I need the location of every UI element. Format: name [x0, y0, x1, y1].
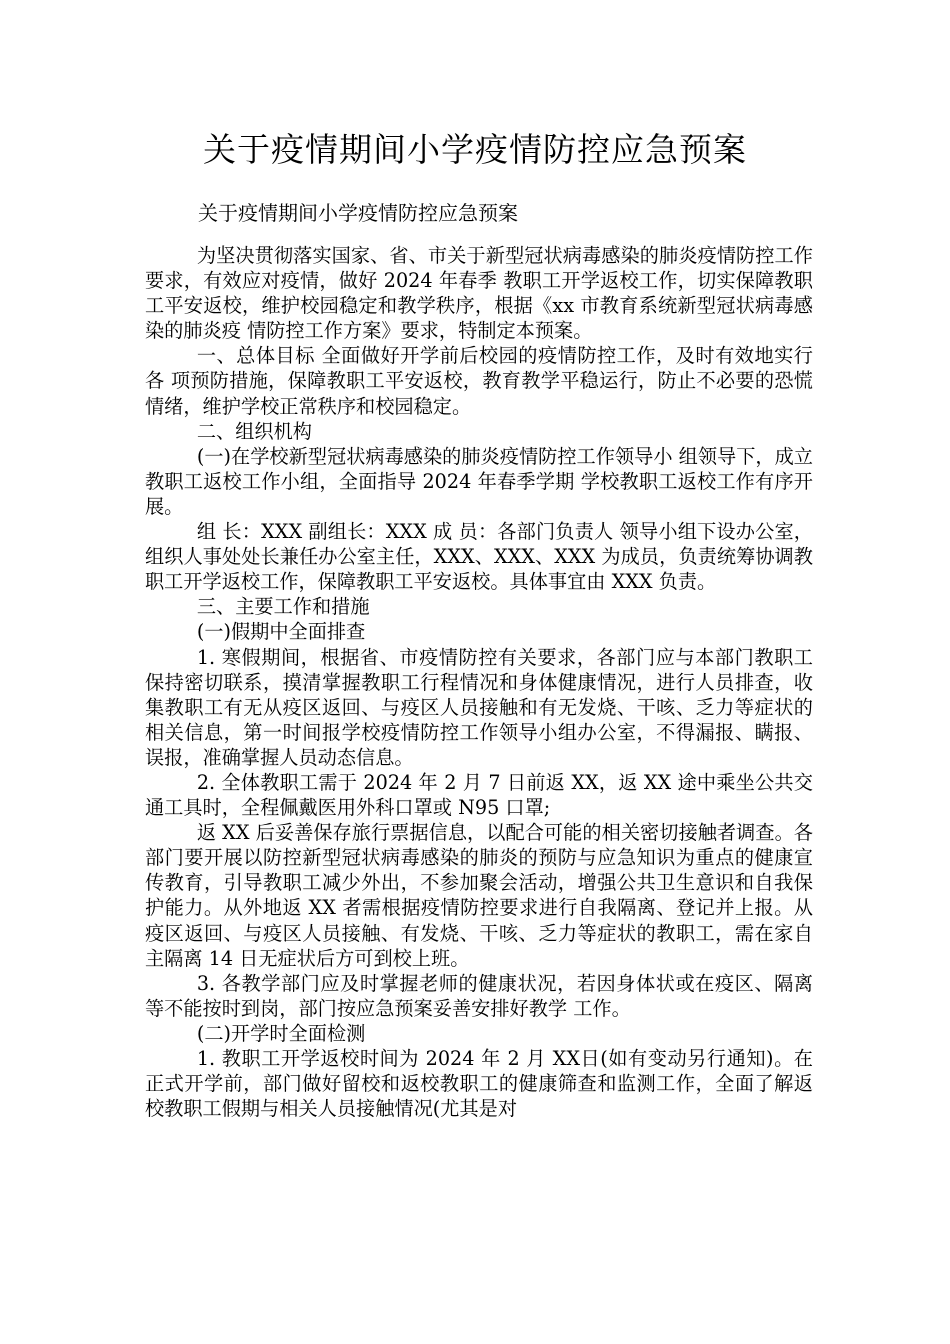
school-start-item-1: 1. 教职工开学返校时间为 2024 年 2 月 XX日(如有变动另行通知)。在正式开学前，部门做好留校和返校教职工的健康筛查和监测工作，全面了解返校教职工假期与相关人员接触情况(尤其是对 [145, 1047, 813, 1121]
section-heading-organization: 二、组织机构 [196, 419, 312, 443]
section-overall-goal: 一、总体目标 全面做好开学前后校园的疫情防控工作，及时有效地实行各 项预防措施，保障教职工平安返校，教育教学平稳运行，防止不必要的恐慌情绪，维护学校正常秩序和校园稳定。 [145, 344, 813, 418]
document-body [145, 243, 813, 1121]
intro-paragraph: 为坚决贯彻落实国家、省、市关于新型冠状病毒感染的肺炎疫情防控工作要求，有效应对疫情，做好 2024 年春季 教职工开学返校工作，切实保障教职工平安返校，维护校园稳定和教学秩序，根据《xx 市教育系统新型冠状病毒感染的肺炎疫 情防控工作方案》要求，特制定本预案。 [145, 244, 813, 343]
organization-paragraph-1: (一)在学校新型冠状病毒感染的肺炎疫情防控工作领导小 组领导下，成立教职工返校工作小组，全面指导 2024 年春季学期 学校教职工返校工作有序开展。 [145, 444, 813, 518]
document-title: 关于疫情期间小学疫情防控应急预案 [203, 130, 747, 169]
organization-paragraph-2: 组 长：XXX 副组长：XXX 成 员：各部门负责人 领导小组下设办公室，组织人事处处长兼任办公室主任，XXX、XXX、XXX 为成员，负责统筹协调教职工开学返校工作，保障教职工平安返校。具体事宜由 XXX 负责。 [145, 520, 813, 594]
measure-item-3: 3. 各教学部门应及时掌握老师的健康状况，若因身体状或在疫区、隔离等不能按时到岗，部门按应急预案妥善安排好教学 工作。 [145, 971, 813, 1020]
measure-item-2-continued: 返 XX 后妥善保存旅行票据信息，以配合可能的相关密切接触者调查。各部门要开展以防控新型冠状病毒感染的肺炎的预防与应急知识为重点的健康宣传教育，引导教职工减少外出，不参加聚会活动，增强公共卫生意识和自我保护能力。从外地返 XX 者需根据疫情防控要求进行自我隔离、登记并上报。从疫区返回、与疫区人员接触、有发烧、干咳、乏力等症状的教职工，需在家自主隔离 14 日无症状后方可到校上班。 [145, 821, 813, 970]
measure-item-2: 2. 全体教职工需于 2024 年 2 月 7 日前返 XX，返 XX 途中乘坐公共交通工具时，全程佩戴医用外科口罩或 N95 口罩; [145, 770, 813, 820]
subsection-heading-holiday-screening: (一)假期中全面排查 [196, 620, 366, 644]
section-heading-measures: 三、主要工作和措施 [196, 595, 370, 619]
measure-item-1: 1. 寒假期间，根据省、市疫情防控有关要求，各部门应与本部门教职工保持密切联系，摸清掌握教职工行程情况和身体健康情况，进行人员排查，收集教职工有无从疫区返回、与疫区人员接触和有无发烧、干咳、乏力等症状的相关信息，第一时间报学校疫情防控工作领导小组办公室，不得漏报、瞒报、误报，准确掌握人员动态信息。 [145, 645, 813, 769]
document-subtitle: 关于疫情期间小学疫情防控应急预案 [198, 201, 518, 225]
subsection-heading-school-start: (二)开学时全面检测 [196, 1021, 366, 1045]
